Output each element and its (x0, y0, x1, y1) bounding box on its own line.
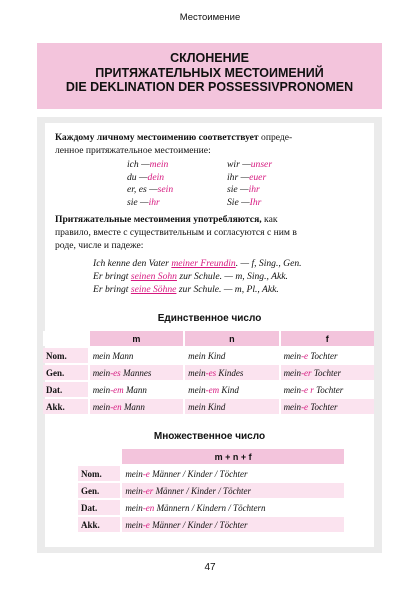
table-cell: mein-em Kind (185, 382, 278, 397)
case-label: Nom. (43, 348, 88, 363)
page-number: 47 (204, 562, 216, 573)
table-row (78, 517, 344, 532)
possessive-pronoun: ihr (248, 184, 260, 196)
singular-table (41, 329, 376, 416)
example-highlight: seinen Sohn (130, 271, 177, 282)
personal-pronoun: du — (127, 171, 148, 183)
table-row (78, 500, 344, 515)
table-header-row (43, 331, 374, 346)
intro-bold: Каждому личному местоимению соответствует (55, 132, 259, 143)
pronoun-row (127, 159, 272, 172)
example-sentence (93, 283, 302, 296)
case-label: Gen. (78, 483, 120, 498)
example-highlight: seine Söhne (130, 284, 177, 295)
examples (93, 257, 302, 296)
title-line-3: DIE DEKLINATION DER POSSESSIVPRONOMEN (65, 80, 354, 94)
personal-pronoun: sie — (127, 196, 149, 208)
table-header-row (78, 449, 344, 464)
table-corner (43, 331, 88, 346)
table-row (43, 348, 374, 363)
table-row (78, 483, 344, 498)
table-cell: mein-es Kindes (185, 365, 278, 380)
example-text: Ich kenne den Vater (93, 258, 172, 269)
table-cell: mein-es Mannes (90, 365, 183, 380)
intro-line-2: ленное притяжательное местоимение: (55, 144, 211, 156)
example-text: . — f, Sing., Gen. (235, 258, 302, 269)
usage-bold: Притяжательные местоимения употребляются, (55, 214, 262, 225)
table-cell: mein-er Männer / Kinder / Töchter (122, 483, 344, 498)
table-cell: mein-en Mann (90, 399, 183, 414)
example-text: zur Schule. — m, Pl., Akk. (176, 284, 279, 295)
column-header-m: m (90, 331, 183, 346)
pronoun-grid (127, 159, 272, 209)
table-cell: mein-en Männern / Kindern / Töchtern (122, 500, 344, 515)
table-cell: mein-e Männer / Kinder / Töchter (122, 466, 344, 481)
title-line-2: ПРИТЯЖАТЕЛЬНЫХ МЕСТОИМЕНИЙ (95, 65, 324, 80)
pronoun-row (127, 172, 272, 185)
table-cell: mein-e Tochter (281, 399, 374, 414)
personal-pronoun: sie — (227, 184, 249, 196)
personal-pronoun: er, es — (127, 184, 158, 196)
column-header-mnf: m + n + f (122, 449, 344, 464)
column-header-f: f (281, 331, 374, 346)
table-row (43, 382, 374, 397)
case-label: Nom. (78, 466, 120, 481)
table-row (43, 399, 374, 414)
personal-pronoun: Sie — (227, 196, 250, 208)
singular-title: Единственное число (157, 313, 262, 324)
table-cell: mein Kind (185, 348, 278, 363)
personal-pronoun: wir — (227, 159, 251, 170)
case-label: Gen. (43, 365, 88, 380)
pronoun-row (127, 197, 272, 210)
personal-pronoun: ihr — (227, 171, 250, 183)
running-head: Местоимение (179, 12, 241, 23)
usage-line-3: роде, числе и падеже: (55, 239, 144, 251)
example-highlight: meiner Freundin (171, 258, 236, 269)
example-text: zur Schule. — m, Sing., Akk. (176, 271, 288, 282)
plural-table (76, 447, 346, 534)
title-line-1: СКЛОНЕНИЕ (170, 51, 249, 65)
table-cell: mein Kind (185, 399, 278, 414)
possessive-pronoun: sein (157, 184, 174, 196)
table-row (43, 365, 374, 380)
table-cell: mein Mann (90, 348, 183, 363)
personal-pronoun: ich — (127, 159, 150, 170)
content-panel (37, 117, 382, 553)
possessive-pronoun: unser (250, 159, 273, 170)
table-cell: mein-e r Tochter (281, 382, 374, 397)
example-text: Er bringt (93, 284, 131, 295)
possessive-pronoun: ihr (148, 196, 160, 208)
plural-title: Множественное число (153, 431, 266, 442)
column-header-n: n (185, 331, 278, 346)
table-cell: mein-e Tochter (281, 348, 374, 363)
example-text: Er bringt (93, 271, 131, 282)
pronoun-row (127, 184, 272, 197)
table-row (78, 466, 344, 481)
table-cell: mein-em Mann (90, 382, 183, 397)
case-label: Akk. (78, 517, 120, 532)
table-cell: mein-er Tochter (281, 365, 374, 380)
possessive-pronoun: Ihr (249, 196, 262, 208)
case-label: Dat. (78, 500, 120, 515)
usage-paragraph (55, 214, 367, 252)
usage-rest: как (261, 214, 278, 225)
possessive-pronoun: euer (249, 171, 267, 183)
case-label: Akk. (43, 399, 88, 414)
usage-line-2: правило, вместе с существительным и согласуются с ним в (55, 226, 297, 238)
title-box (37, 43, 382, 109)
example-sentence (93, 257, 302, 270)
table-cell: mein-e Männer / Kinder / Töchter (122, 517, 344, 532)
possessive-pronoun: dein (147, 171, 165, 183)
example-sentence (93, 270, 302, 283)
table-corner (78, 449, 120, 464)
intro-rest: опреде- (258, 132, 293, 143)
intro-paragraph (55, 132, 367, 158)
case-label: Dat. (43, 382, 88, 397)
content-card (45, 123, 374, 547)
possessive-pronoun: mein (149, 159, 169, 170)
